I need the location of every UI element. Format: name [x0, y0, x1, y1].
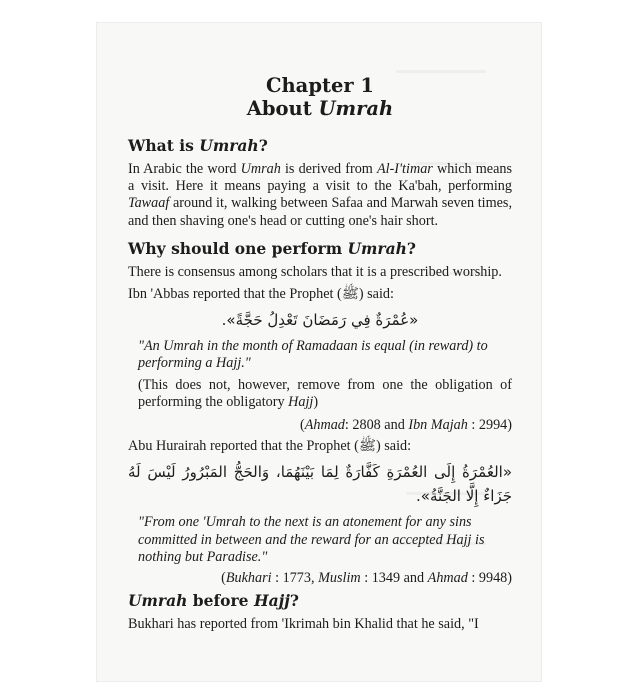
- heading-italic: Umrah: [199, 136, 259, 155]
- text-span: : 1349 and: [360, 570, 428, 587]
- arabic-hadith-1: «عُمْرَةٌ فِي رَمَضَانَ تَعْدِلُ حَجَّةً».: [221, 311, 419, 330]
- italic-span: Hajj: [288, 393, 314, 410]
- reference-1: [128, 417, 512, 434]
- section-heading-what-is-umrah: [128, 136, 512, 155]
- paragraph-definition: [128, 161, 512, 230]
- text-span: around it, walking between Safaa and Marwah seven times, and then shaving one's head or cutting one's hair short.: [128, 195, 512, 229]
- page-content: [128, 74, 512, 638]
- chapter-title-text: About: [246, 97, 319, 120]
- text-span: : 9948): [467, 570, 512, 587]
- text-span: ): [313, 393, 319, 410]
- heading-text: Why should one perform: [128, 238, 348, 258]
- italic-span: Ahmad: [427, 570, 468, 587]
- heading-suffix: ?: [289, 591, 299, 611]
- heading-suffix: ?: [258, 136, 268, 155]
- paragraph-bukhari: Bukhari has reported from 'Ikrimah bin Khalid that he said, "I: [128, 616, 479, 633]
- text-span: (: [299, 417, 305, 434]
- italic-span: Umrah: [240, 161, 281, 177]
- chapter-title-italic: Umrah: [318, 97, 394, 120]
- text-span: In Arabic the word: [128, 161, 241, 177]
- paragraph-consensus: There is consensus among scholars that it is a prescribed worship.: [128, 263, 502, 280]
- chapter-title: [128, 97, 512, 120]
- section-heading-why-perform: [128, 239, 512, 258]
- heading-suffix: ?: [406, 238, 417, 258]
- hadith-intro-2: Abu Hurairah reported that the Prophet (ﷺ) said:: [128, 438, 412, 455]
- heading-italic: Hajj: [253, 591, 290, 611]
- section-heading-umrah-before-hajj: [128, 591, 512, 610]
- italic-span: Bukhari: [225, 570, 272, 587]
- text-span: (This does not, however, remove from one the obligation of performing the obligatory: [138, 376, 512, 410]
- arabic-hadith-2: «العُمْرَةُ إِلَى العُمْرَةِ كَفَّارَةٌ لِمَا بَيْنَهُمَا، وَالحَجُّ المَبْرُورُ لَيْسَ لَهُ جَزَاءٌ إِلَّا الجَنَّةُ».: [128, 463, 512, 506]
- hadith-translation-2: "From one 'Umrah to the next is an atonement for any sins committed in between and the reward for an accepted Hajj is nothing but Paradise.": [138, 514, 485, 565]
- italic-span: Tawaaf: [128, 195, 170, 212]
- book-page: [96, 22, 542, 682]
- show-through-mark: [396, 70, 486, 73]
- italic-span: Ibn Majah: [408, 417, 468, 434]
- heading-italic: Umrah: [128, 591, 188, 611]
- hadith-intro-1: Ibn 'Abbas reported that the Prophet (ﷺ) said:: [128, 286, 394, 303]
- italic-span: Muslim: [318, 570, 361, 587]
- chapter-number: Chapter 1: [265, 74, 374, 97]
- reference-2: [128, 570, 512, 587]
- hadith-note: [128, 377, 512, 411]
- text-span: : 2994): [467, 417, 512, 434]
- heading-italic: Umrah: [347, 238, 407, 258]
- text-span: : 2808 and: [344, 417, 409, 434]
- hadith-translation-1: "An Umrah in the month of Ramadaan is equal (in reward) to performing a Hajj.": [138, 338, 488, 372]
- text-span: : 1773,: [271, 570, 319, 587]
- italic-span: Ahmad: [304, 417, 345, 434]
- heading-text: before: [187, 591, 254, 611]
- heading-text: What is: [128, 136, 200, 155]
- text-span: is derived from: [280, 161, 377, 177]
- text-span: (: [221, 570, 226, 587]
- text-span: which means a visit. Here it means paying a visit to the Ka'bah, performing: [128, 161, 512, 195]
- italic-span: Al-I'timar: [376, 161, 433, 177]
